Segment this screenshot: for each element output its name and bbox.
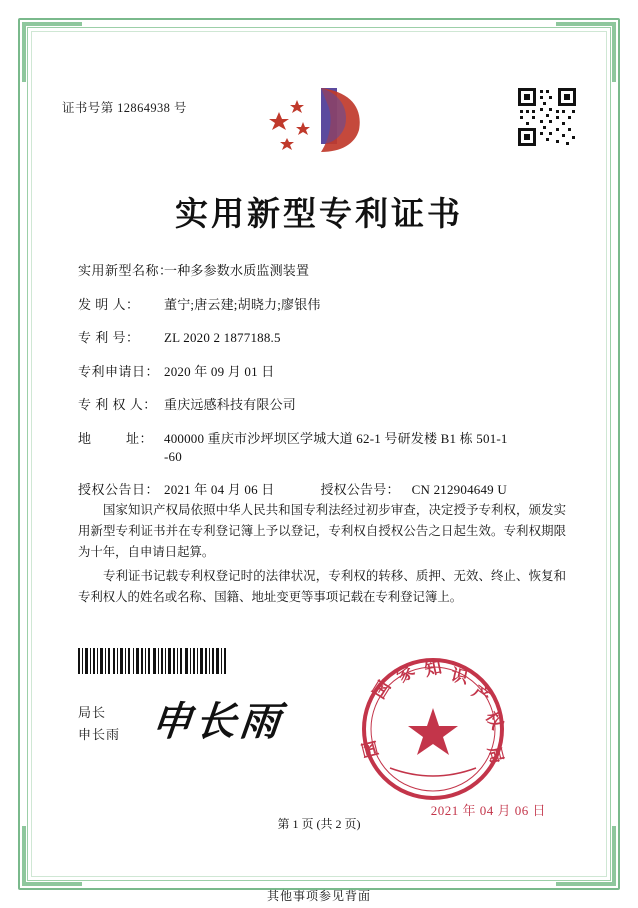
svg-text:识: 识 [448,665,470,689]
field-value: 董宁;唐云建;胡晓力;廖银伟 [164,296,321,312]
svg-text:权: 权 [480,708,506,734]
svg-text:局: 局 [483,744,506,766]
field-label: 实用新型名称： [78,263,173,278]
field-utility-model-name [78,262,568,280]
field-value: 重庆远感科技有限公司 [164,397,297,412]
svg-text:知: 知 [422,657,444,681]
svg-text:产: 产 [468,681,494,709]
paragraph-1: 国家知识产权局依照中华人民共和国专利法经过初步审查，决定授予专利权，颁发实用新型专利证书并在专利登记簿上予以登记，专利权自授权公告之日起生效。专利权期限为十年，自申请日起算。 [78,503,566,559]
field-patent-number [78,329,568,347]
field-label: 专 利 权 人： [78,397,157,412]
field-value [164,430,568,466]
svg-text:国: 国 [369,677,396,703]
paragraph-2: 专利证书记载专利权登记时的法律状况，专利权的转移、质押、无效、终止、恢复和专利权人的姓名或名称、国籍、地址变更等事项记载在专利登记簿上。 [78,569,566,604]
grant-number-value: CN 212904649 U [411,482,507,497]
handwritten-signature: 申长雨 [149,698,287,745]
grant-number-label: 授权公告号： [320,482,400,497]
field-label: 发 明 人： [78,296,140,312]
field-value-line1: 400000 重庆市沙坪坝区学城大道 62-1 号研发楼 B1 栋 501-1 [164,430,508,446]
certificate-number: 证书号第 12864938 号 [62,101,187,115]
field-value: 2020 年 09 月 01 日 [164,363,275,379]
field-patentee [78,396,568,414]
field-label: 授权公告日： [78,482,160,497]
signature-block [78,702,120,746]
qr-code [516,86,578,148]
page-number: 第 1 页 (共 2 页) [277,817,361,831]
seal-date: 2021 年 04 月 06 日 [430,803,546,818]
svg-text:国: 国 [360,738,383,760]
official-seal [360,656,506,802]
director-name-label: 申长雨 [78,727,121,742]
field-label: 地 址： [78,430,154,446]
footer-note: 其他事项参见背面 [266,889,371,903]
svg-text:家: 家 [393,660,419,688]
grant-date-value: 2021 年 04 月 06 日 [164,482,275,497]
field-grant-announcement [78,481,568,499]
field-application-date [78,363,568,381]
page-title: 实用新型专利证书 [175,194,463,233]
barcode [78,648,228,674]
field-address [78,430,568,466]
field-label: 专 利 号： [78,330,140,345]
certificate-fields [78,262,568,515]
field-label: 专利申请日： [78,363,160,379]
patent-office-logo-icon [259,82,379,158]
director-title-label: 局长 [78,705,107,720]
field-value: ZL 2020 2 1877188.5 [164,330,281,345]
legal-text [78,500,566,611]
field-value-line2: -60 [164,448,182,464]
certificate-content [40,40,598,868]
field-inventors [78,296,568,314]
field-value: 一种多参数水质监测装置 [164,263,310,278]
